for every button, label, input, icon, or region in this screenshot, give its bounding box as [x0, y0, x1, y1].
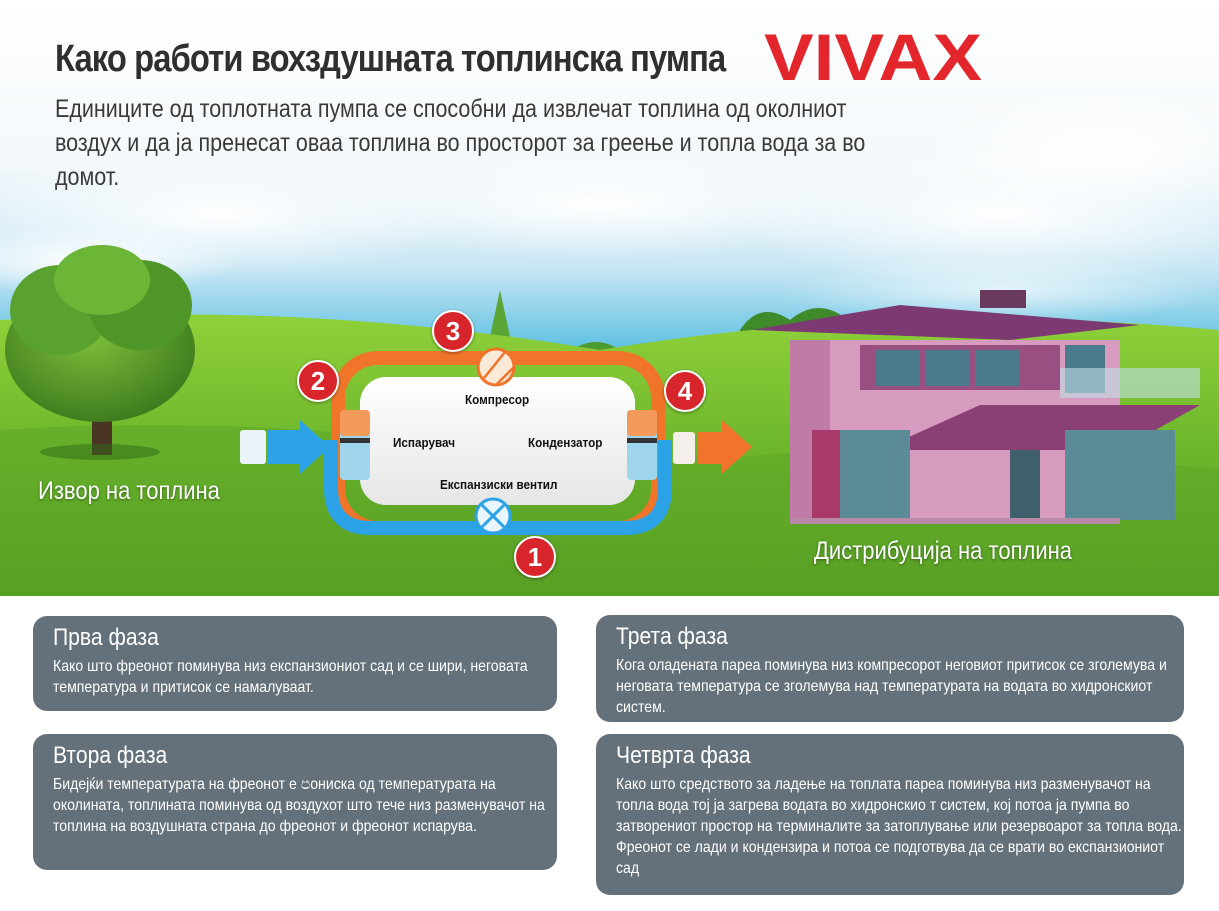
phase-title: Втора фаза	[53, 742, 168, 769]
phase-text: Како што средството за ладење на топлата пареа поминува низ разменувачот на топла вода тој ја загрева водата во хидронскио т систем, кој потоа ја пумпа во затворениот простор на терминалите за затоплување или резервоарот за топла вода. Фреонот се лади и кондензира и потоа се подготвува да се врати во експанзиониот сад	[616, 776, 1182, 877]
phase-card-3	[596, 615, 1184, 722]
phase-card-2	[33, 734, 557, 870]
phase-title: Четврта фаза	[616, 742, 751, 769]
step-badge-2: 2	[297, 360, 339, 402]
expansion-valve-label: Експанзиски вентил	[440, 477, 558, 492]
phase-text: Кога оладената пареа поминува низ компресорот неговиот притисок се зголемува и неговата температура се зголемува над температурата на водата во хидронскиот систем.	[616, 657, 1167, 716]
step-badge-1: 1	[514, 536, 556, 578]
svg-text:VIVAX: VIVAX	[764, 28, 982, 84]
page-subtitle: Единиците од топлотната пумпа се способни да извлечат топлина од околниот воздух и да ја пренесат оваа топлина во просторот за греење и топла вода за во домот.	[55, 95, 866, 191]
step-badge-3: 3	[432, 310, 474, 352]
heat-distribution-label: Дистрибуција на топлина	[814, 537, 1073, 565]
phase-text: Бидејќи температурата на фреонот е පониска од температурата на околината, топлината поминува од воздухот што тече низ разменувачот на топлина на воздушната страна до фреонот и фреонот испарува.	[53, 776, 545, 835]
phase-card-1	[33, 616, 557, 711]
phase-card-4	[596, 734, 1184, 895]
condenser-label: Кондензатор	[528, 435, 603, 450]
phase-title: Трета фаза	[616, 623, 728, 650]
page-title: Како работи вохздушната топлинска пумпа	[55, 38, 726, 80]
step-badge-4: 4	[664, 370, 706, 412]
evaporator-label: Испарувач	[393, 435, 456, 450]
vivax-logo	[762, 28, 984, 84]
heat-source-label: Извор на топлина	[38, 477, 220, 505]
phase-text: Како што фреонот поминува низ експанзиониот сад и се шири, неговата температура и притисок се намалуваат.	[53, 658, 528, 696]
phase-title: Прва фаза	[53, 624, 159, 651]
compressor-label: Компресор	[465, 392, 530, 407]
